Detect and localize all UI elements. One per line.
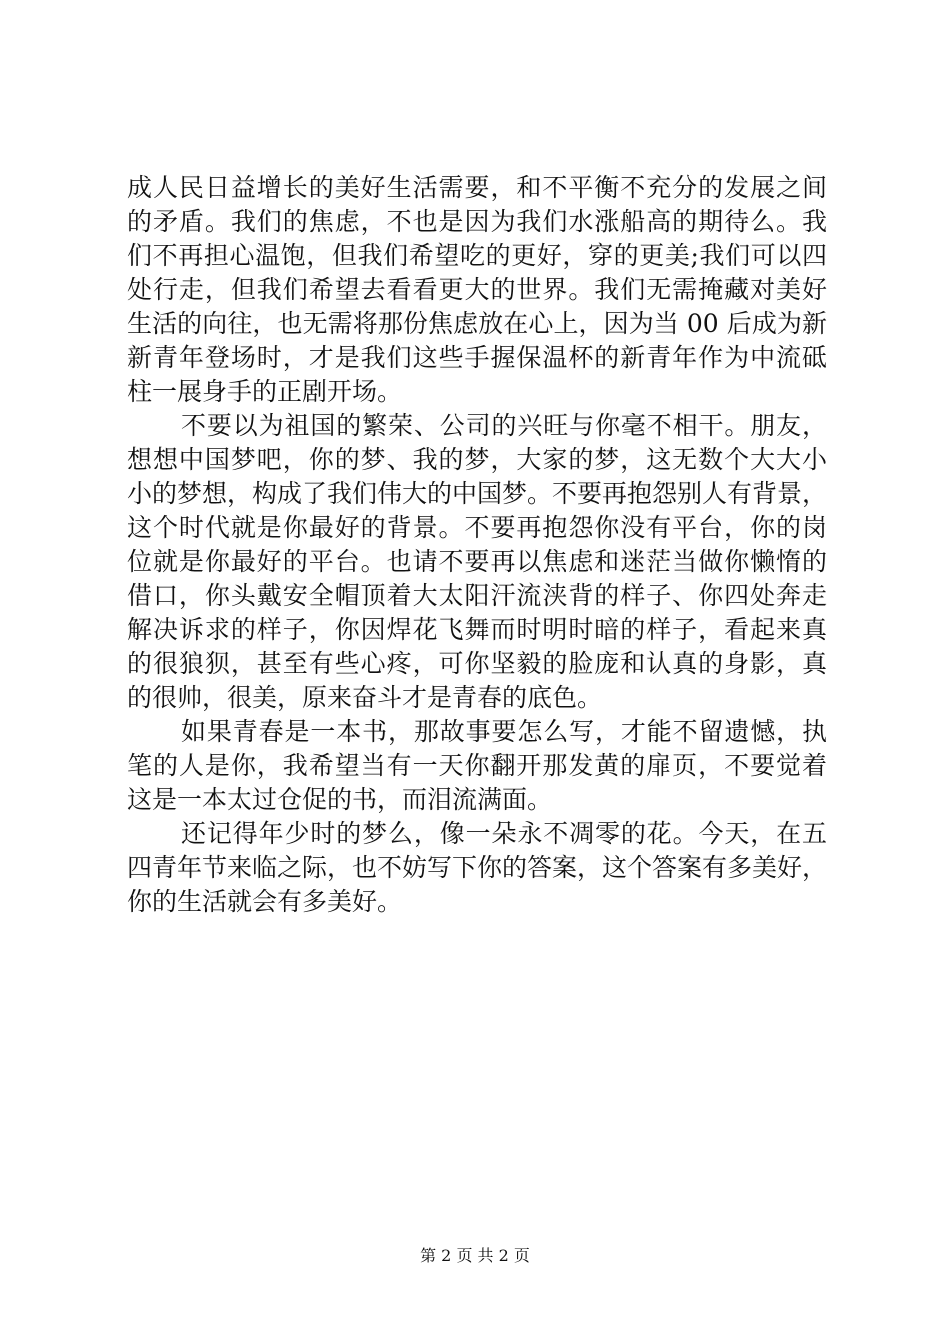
paragraph-3 bbox=[127, 715, 827, 817]
document-body bbox=[127, 171, 827, 919]
text-line: 如果青春是一本书，那故事要怎么写，才能不留遗憾，执 bbox=[181, 717, 827, 746]
text-line: 想想中国梦吧，你的梦、我的梦，大家的梦，这无数个大大小 bbox=[127, 445, 827, 474]
text-line: 解决诉求的样子，你因焊花飞舞而时明时暗的样子，看起来真 bbox=[127, 615, 827, 644]
text-line: 这是一本太过仓促的书，而泪流满面。 bbox=[127, 785, 553, 814]
text-line: 生活的向往，也无需将那份焦虑放在心上，因为当 00 后成为新 bbox=[127, 309, 827, 338]
text-line: 的很帅，很美，原来奋斗才是青春的底色。 bbox=[127, 683, 603, 712]
text-line: 还记得年少时的梦么，像一朵永不凋零的花。今天，在五 bbox=[181, 819, 827, 848]
page-footer bbox=[0, 1246, 950, 1266]
text-line: 新青年登场时，才是我们这些手握保温杯的新青年作为中流砥 bbox=[127, 343, 827, 372]
text-line: 小的梦想，构成了我们伟大的中国梦。不要再抱怨别人有背景， bbox=[127, 479, 828, 508]
paragraph-1 bbox=[127, 171, 827, 409]
text-line: 们不再担心温饱，但我们希望吃的更好，穿的更美;我们可以四 bbox=[127, 241, 827, 270]
text-line: 你的生活就会有多美好。 bbox=[127, 887, 403, 916]
text-line: 笔的人是你，我希望当有一天你翻开那发黄的扉页，不要觉着 bbox=[127, 751, 827, 780]
text-line: 这个时代就是你最好的背景。不要再抱怨你没有平台，你的岗 bbox=[127, 513, 827, 542]
text-line: 柱一展身手的正剧开场。 bbox=[127, 377, 403, 406]
page-number-label: 第 2 页 共 2 页 bbox=[420, 1246, 530, 1265]
text-line: 处行走，但我们希望去看看更大的世界。我们无需掩藏对美好 bbox=[127, 275, 827, 304]
text-line: 位就是你最好的平台。也请不要再以焦虑和迷茫当做你懒惰的 bbox=[127, 547, 827, 576]
text-line: 四青年节来临之际，也不妨写下你的答案，这个答案有多美好， bbox=[127, 853, 828, 882]
text-line: 借口，你头戴安全帽顶着大太阳汗流浃背的样子、你四处奔走 bbox=[127, 581, 827, 610]
text-line: 的矛盾。我们的焦虑，不也是因为我们水涨船高的期待么。我 bbox=[127, 207, 827, 236]
text-line: 成人民日益增长的美好生活需要，和不平衡不充分的发展之间 bbox=[127, 173, 827, 202]
paragraph-4 bbox=[127, 817, 827, 919]
paragraph-2 bbox=[127, 409, 827, 715]
text-line: 的很狼狈，甚至有些心疼，可你坚毅的脸庞和认真的身影，真 bbox=[127, 649, 827, 678]
text-line: 不要以为祖国的繁荣、公司的兴旺与你毫不相干。朋友， bbox=[181, 411, 827, 440]
